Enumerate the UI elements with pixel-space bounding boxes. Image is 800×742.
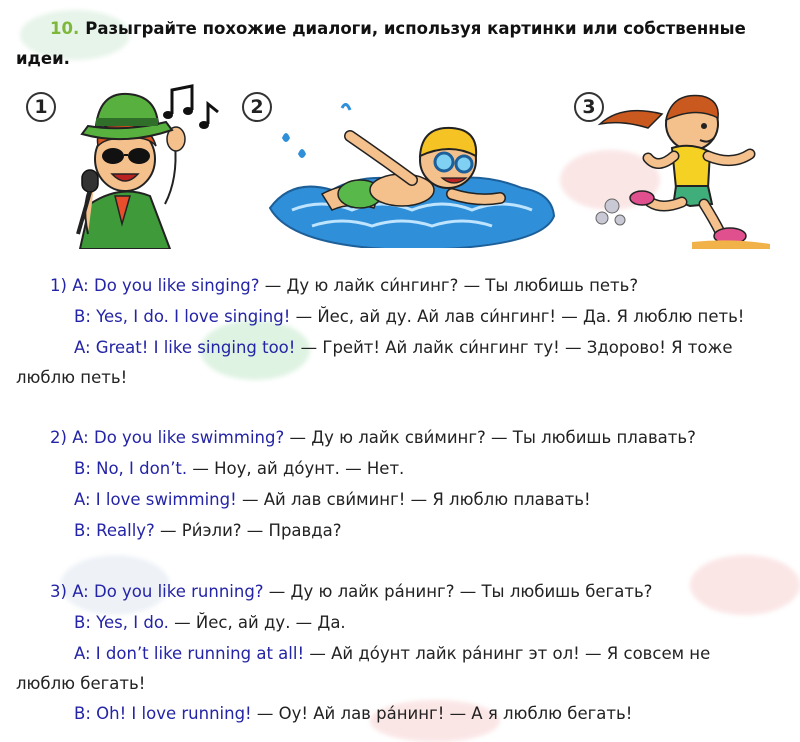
watermark-blob	[690, 555, 800, 615]
swimmer-icon	[262, 98, 562, 248]
dialogue-2-line-4	[74, 521, 342, 541]
picture-number-1: 1	[26, 92, 56, 122]
dialogue-3-line-2	[74, 613, 346, 633]
transcription-translation: — Ду ю лайк си́нгинг? — Ты любишь петь?	[259, 276, 639, 295]
transcription-translation: — Оу! Ай лав ра́нинг! — А я люблю бегать!	[251, 704, 633, 723]
dialogue-3-line-3	[74, 644, 710, 664]
transcription-translation: — Ай лав сви́минг! — Я люблю плавать!	[236, 490, 591, 509]
transcription-translation: — Ноу, ай до́унт. — Нет.	[187, 459, 405, 478]
dialogue-2-line-3	[74, 490, 591, 510]
dialogue-2-line-2	[74, 459, 404, 479]
task-number: 10.	[50, 19, 80, 38]
dialogue-3-line-3-continuation: люблю бегать!	[16, 674, 146, 693]
english-phrase: A: Do you like singing?	[72, 276, 260, 295]
transcription-translation: — Ду ю лайк сви́минг? — Ты любишь плавать?	[284, 428, 696, 447]
task-heading	[16, 14, 786, 74]
dialogue-1-line-3	[74, 338, 733, 358]
english-phrase: B: Yes, I do. I love singing!	[74, 307, 291, 326]
pictures-row	[0, 84, 800, 254]
transcription-translation: — Ай до́унт лайк ра́нинг эт ол! — Я совсем не	[304, 644, 711, 663]
transcription-translation: — Йес, ай ду. — Да.	[168, 613, 346, 632]
english-phrase: A: I love swimming!	[74, 490, 237, 509]
task-text-line1: Разыграйте похожие диалоги, используя картинки или собственные	[85, 19, 746, 38]
dialogue-1-line-3-continuation: люблю петь!	[16, 368, 128, 387]
transcription-translation: — Грейт! Ай лайк си́нгинг ту! — Здорово! Я тоже	[295, 338, 733, 357]
english-phrase: B: Really?	[74, 521, 155, 540]
english-phrase: B: No, I don’t.	[74, 459, 188, 478]
english-phrase: A: I don’t like running at all!	[74, 644, 305, 663]
transcription-translation: — Ду ю лайк ра́нинг? — Ты любишь бегать?	[263, 582, 653, 601]
task-text-line2: идеи.	[16, 49, 70, 68]
picture-number-3: 3	[574, 92, 604, 122]
runner-icon	[592, 84, 772, 249]
english-phrase: A: Do you like running?	[72, 582, 264, 601]
english-phrase: B: Oh! I love running!	[74, 704, 252, 723]
english-phrase: B: Yes, I do.	[74, 613, 169, 632]
transcription-translation: — Йес, ай ду. Ай лав си́нгинг! — Да. Я люблю петь!	[290, 307, 745, 326]
dialogue-3-line-4	[74, 704, 632, 724]
dialogue-3-line-1: 3) A: Do you like running? — Ду ю лайк ра́нинг? — Ты любишь бегать?	[50, 582, 653, 601]
english-phrase: A: Great! I like singing too!	[74, 338, 296, 357]
singer-icon	[60, 84, 230, 249]
picture-number-2: 2	[242, 92, 272, 122]
english-phrase: A: Do you like swimming?	[72, 428, 285, 447]
dialogue-1-line-1: 1) A: Do you like singing? — Ду ю лайк си́нгинг? — Ты любишь петь?	[50, 276, 639, 295]
transcription-translation: — Ри́эли? — Правда?	[154, 521, 342, 540]
dialogue-2-line-1: 2) A: Do you like swimming? — Ду ю лайк сви́минг? — Ты любишь плавать?	[50, 428, 696, 447]
dialogue-1-line-2	[74, 307, 744, 327]
